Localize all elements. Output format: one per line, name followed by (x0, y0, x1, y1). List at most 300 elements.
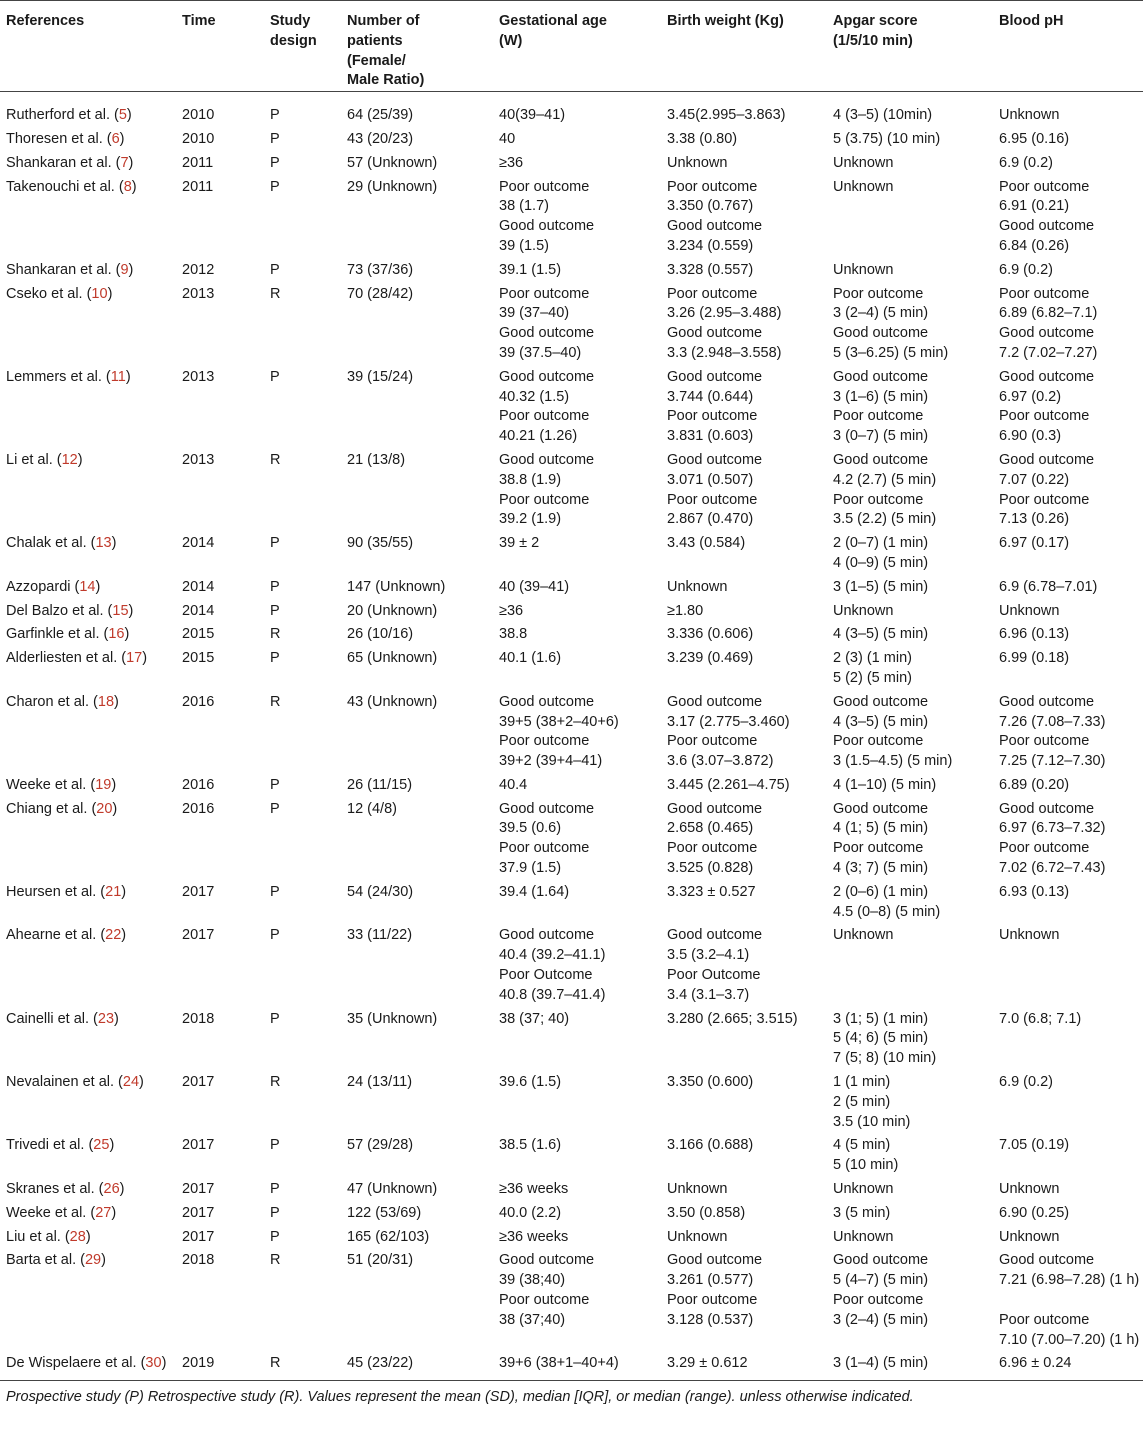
citation-link[interactable]: 21 (105, 883, 122, 900)
cell-line: Good outcome (833, 800, 929, 817)
column-header-gestational-age (493, 1, 661, 92)
cell-apgar-score (827, 1136, 993, 1180)
citation-link[interactable]: 5 (118, 107, 127, 124)
cell-blood-ph (993, 534, 1143, 578)
cell-blood-ph (993, 1228, 1143, 1252)
cell-line: 3 (2–4) (5 min) (833, 1311, 929, 1328)
cell-line: 7.05 (0.19) (999, 1137, 1070, 1154)
cell-gestational-age (493, 776, 661, 800)
cell-line: 39 (38;40) (499, 1272, 566, 1289)
cell-line: 3 (1–5) (5 min) (833, 578, 929, 595)
cell-patients: 165 (62/103) (347, 1228, 430, 1245)
cell-line: 3 (1–6) (5 min) (833, 388, 929, 405)
column-header-time (176, 1, 264, 92)
cell-line: Good outcome (499, 1252, 595, 1269)
citation-link[interactable]: 14 (79, 578, 96, 595)
cell-reference (0, 1204, 176, 1228)
cell-line: Poor outcome (499, 408, 590, 425)
cell-apgar-score (827, 154, 993, 178)
header-line: Male Ratio) (347, 72, 425, 89)
cell-line: 6.9 (0.2) (999, 1074, 1053, 1091)
header-line: Time (182, 13, 216, 29)
cell-line: Unknown (667, 1181, 728, 1198)
cell-line: 3 (1–4) (5 min) (833, 1355, 929, 1372)
cell-gestational-age (493, 1204, 661, 1228)
table-row (0, 451, 1143, 534)
cell-birth-weight (661, 285, 827, 368)
cell-line: 3.280 (2.665; 3.515) (667, 1010, 798, 1027)
citation-link[interactable]: 9 (120, 261, 129, 278)
cell-apgar-score (827, 178, 993, 261)
cell-line: 3.323 ± 0.527 (667, 883, 756, 900)
citation-link[interactable]: 23 (97, 1010, 115, 1027)
cell-time: 2018 (182, 1252, 215, 1269)
cell-time: 2010 (182, 107, 215, 124)
cell-line: 5 (4–7) (5 min) (833, 1272, 929, 1289)
cell-blood-ph (993, 1180, 1143, 1204)
cell-birth-weight (661, 602, 827, 626)
cell-line: Unknown (833, 154, 894, 171)
table-header (0, 1, 1143, 92)
citation-link[interactable]: 28 (69, 1228, 86, 1245)
cell-line: 3.350 (0.767) (667, 198, 754, 215)
citation-close-paren: ) (111, 535, 117, 552)
cell-gestational-age (493, 178, 661, 261)
cell-line: 39 (37–40) (499, 305, 570, 322)
cell-line: 7.07 (0.22) (999, 471, 1070, 488)
citation-link[interactable]: 25 (93, 1137, 110, 1154)
cell-line: Poor outcome (667, 840, 758, 857)
table-row (0, 776, 1143, 800)
table-row (0, 1228, 1143, 1252)
cell-line: 3 (5 min) (833, 1204, 891, 1221)
cell-blood-ph (993, 776, 1143, 800)
reference-author: Li et al. ( (6, 451, 62, 468)
cell-time: 2018 (182, 1010, 215, 1027)
cell-line: Poor outcome (999, 733, 1090, 750)
cell-gestational-age (493, 451, 661, 534)
cell-blood-ph (993, 800, 1143, 883)
citation-link[interactable]: 19 (95, 776, 112, 793)
table-row (0, 1354, 1143, 1380)
cell-apgar-score (827, 800, 993, 883)
cell-line: 6.97 (0.2) (999, 388, 1062, 405)
cell-line: 4.5 (0–8) (5 min) (833, 903, 941, 920)
cell-line: Unknown (999, 1228, 1060, 1245)
citation-close-paren: ) (131, 178, 137, 195)
citation-close-paren: ) (101, 1252, 106, 1269)
cell-line: Poor outcome (499, 1292, 590, 1309)
cell-line: Unknown (667, 578, 728, 595)
citation-close-paren: ) (114, 693, 119, 710)
cell-line: Good outcome (833, 693, 929, 710)
cell-line: 39+2 (39+4–41) (499, 753, 603, 770)
cell-line: 7.26 (7.08–7.33) (999, 713, 1106, 730)
cell-gestational-age (493, 926, 661, 1009)
cell-patients: 147 (Unknown) (347, 578, 446, 595)
cell-line: Good outcome (999, 800, 1095, 817)
citation-close-paren: ) (85, 1228, 91, 1245)
cell-patients: 54 (24/30) (347, 883, 414, 900)
cell-line: Unknown (833, 602, 894, 619)
cell-gestational-age (493, 154, 661, 178)
cell-apgar-score (827, 1180, 993, 1204)
table-row (0, 800, 1143, 883)
cell-time: 2017 (182, 883, 215, 900)
cell-line: Unknown (999, 602, 1060, 619)
cell-study-design: P (270, 1010, 280, 1027)
citation-link[interactable]: 10 (91, 285, 108, 302)
cell-birth-weight (661, 625, 827, 649)
cell-line: 4 (3–5) (5 min) (833, 713, 929, 730)
header-line: patients (347, 32, 403, 49)
cell-line: Good outcome (499, 693, 595, 710)
cell-birth-weight (661, 800, 827, 883)
citation-close-paren: ) (128, 154, 134, 171)
cell-line: 40.4 (499, 776, 528, 793)
cell-line: 2 (0–7) (1 min) (833, 535, 929, 552)
cell-reference (0, 178, 176, 261)
cell-time: 2013 (182, 285, 215, 302)
citation-link[interactable]: 29 (84, 1252, 102, 1269)
cell-line: Poor Outcome (667, 967, 761, 984)
cell-reference (0, 261, 176, 285)
cell-line: Unknown (999, 107, 1060, 124)
cell-line: 40(39–41) (499, 107, 566, 124)
cell-reference (0, 534, 176, 578)
table-row (0, 1180, 1143, 1204)
cell-line: Poor Outcome (499, 967, 593, 984)
cell-line: 3.328 (0.557) (667, 261, 754, 278)
cell-reference (0, 693, 176, 776)
cell-study-design: R (270, 693, 281, 710)
cell-line: 40.21 (1.26) (499, 428, 578, 445)
cell-patients: 45 (23/22) (347, 1355, 414, 1372)
cell-reference (0, 800, 176, 883)
cell-line: Good outcome (999, 451, 1095, 468)
citation-link[interactable]: 12 (61, 451, 78, 468)
cell-gestational-age (493, 883, 661, 927)
cell-birth-weight (661, 1251, 827, 1354)
cell-line: Good outcome (833, 368, 929, 385)
cell-birth-weight (661, 578, 827, 602)
cell-birth-weight (661, 1204, 827, 1228)
cell-line: 40.8 (39.7–41.4) (499, 986, 606, 1003)
citation-close-paren: ) (111, 1204, 117, 1221)
citation-close-paren: ) (125, 368, 131, 385)
citation-close-paren: ) (139, 1074, 144, 1091)
cell-line: 6.9 (0.2) (999, 154, 1053, 171)
header-line: Study (270, 13, 311, 29)
reference-author: Nevalainen et al. ( (6, 1074, 123, 1091)
citation-link[interactable]: 24 (122, 1074, 140, 1091)
cell-gestational-age (493, 1010, 661, 1073)
cell-line: Poor outcome (999, 285, 1090, 302)
reference-author: Charon et al. ( (6, 693, 98, 710)
cell-line: Unknown (833, 261, 894, 278)
cell-birth-weight (661, 693, 827, 776)
cell-line: Poor outcome (833, 408, 924, 425)
cell-line: 39.2 (1.9) (499, 511, 562, 528)
cell-line: Poor outcome (833, 491, 924, 508)
cell-line: 39 ± 2 (499, 535, 540, 552)
cell-birth-weight (661, 649, 827, 693)
citation-close-paren: ) (161, 1355, 167, 1372)
cell-reference (0, 1136, 176, 1180)
cell-line: 2 (3) (1 min) (833, 650, 912, 667)
reference-author: Weeke et al. ( (6, 1204, 96, 1221)
citation-link[interactable]: 30 (145, 1355, 162, 1372)
cell-line: ≥36 weeks (499, 1181, 569, 1198)
cell-line: Poor outcome (999, 408, 1090, 425)
header-line: Apgar score (833, 13, 918, 29)
cell-line: Good outcome (833, 451, 929, 468)
cell-time: 2013 (182, 368, 215, 385)
reference-author: Chiang et al. ( (6, 800, 97, 817)
cell-patients: 70 (28/42) (347, 285, 414, 302)
citation-link[interactable]: 13 (95, 535, 112, 552)
table-row (0, 285, 1143, 368)
cell-line: 5 (2) (5 min) (833, 669, 912, 686)
cell-line: 6.89 (6.82–7.1) (999, 305, 1098, 322)
cell-line: Poor outcome (667, 1292, 758, 1309)
cell-line: 39.6 (1.5) (499, 1074, 562, 1091)
cell-line: 7.0 (6.8; 7.1) (999, 1010, 1082, 1027)
cell-patients: 39 (15/24) (347, 368, 414, 385)
cell-reference (0, 1228, 176, 1252)
cell-line: 3 (1; 5) (1 min) (833, 1010, 929, 1027)
cell-birth-weight (661, 451, 827, 534)
cell-reference (0, 649, 176, 693)
cell-line: Good outcome (499, 325, 595, 342)
cell-line: 3.071 (0.507) (667, 471, 754, 488)
cell-line: 40.4 (39.2–41.1) (499, 947, 606, 964)
cell-blood-ph (993, 1354, 1143, 1380)
cell-study-design: P (270, 800, 280, 817)
cell-line: 3.5 (2.2) (5 min) (833, 511, 937, 528)
reference-author: Takenouchi et al. ( (6, 178, 124, 195)
cell-line: 38.8 (1.9) (499, 471, 562, 488)
cell-line: Good outcome (999, 325, 1095, 342)
cell-line: 6.97 (6.73–7.32) (999, 820, 1106, 837)
cell-time: 2014 (182, 602, 215, 619)
cell-time: 2017 (182, 1204, 215, 1221)
cell-line: 39 (37.5–40) (499, 344, 582, 361)
cell-apgar-score (827, 625, 993, 649)
citation-link[interactable]: 20 (96, 800, 113, 817)
cell-line: 3.261 (0.577) (667, 1272, 754, 1289)
cell-blood-ph (993, 1010, 1143, 1073)
cell-line: 2 (0–6) (1 min) (833, 883, 929, 900)
cell-birth-weight (661, 926, 827, 1009)
cell-reference (0, 1354, 176, 1380)
cell-line: 6.93 (0.13) (999, 883, 1070, 900)
cell-blood-ph (993, 178, 1143, 261)
cell-line: 3.6 (3.07–3.872) (667, 753, 774, 770)
cell-gestational-age (493, 1180, 661, 1204)
cell-patients: 12 (4/8) (347, 800, 397, 817)
cell-line: Poor outcome (999, 1311, 1090, 1328)
cell-line: 38 (37;40) (499, 1311, 566, 1328)
cell-line: 3.831 (0.603) (667, 428, 754, 445)
header-line: (1/5/10 min) (833, 32, 913, 49)
cell-line: 4 (0–9) (5 min) (833, 554, 929, 571)
cell-line: 7.10 (7.00–7.20) (1 h) (999, 1331, 1140, 1348)
cell-line: 3.350 (0.600) (667, 1074, 754, 1091)
citation-link[interactable]: 15 (112, 602, 129, 619)
cell-time: 2015 (182, 650, 215, 667)
cell-time: 2015 (182, 626, 215, 643)
cell-patients: 43 (Unknown) (347, 693, 438, 710)
citation-link[interactable]: 6 (111, 130, 120, 147)
column-header-apgar-score (827, 1, 993, 92)
cell-line: 7.13 (0.26) (999, 511, 1070, 528)
cell-line: 2.867 (0.470) (667, 511, 754, 528)
cell-reference (0, 130, 176, 154)
cell-line: 6.99 (0.18) (999, 650, 1070, 667)
cell-apgar-score (827, 1073, 993, 1136)
cell-line: Poor outcome (667, 733, 758, 750)
cell-blood-ph (993, 1073, 1143, 1136)
cell-line: 4 (1; 5) (5 min) (833, 820, 929, 837)
cell-time: 2011 (182, 178, 214, 195)
citation-link[interactable]: 17 (126, 650, 143, 667)
cell-line: Poor outcome (667, 178, 758, 195)
citation-close-paren: ) (126, 107, 132, 124)
cell-blood-ph (993, 451, 1143, 534)
cell-line: 2.658 (0.465) (667, 820, 754, 837)
cell-line: 6.89 (0.20) (999, 776, 1070, 793)
citation-link[interactable]: 22 (105, 927, 122, 944)
cell-line: 39+5 (38+2–40+6) (499, 713, 619, 730)
cell-time: 2017 (182, 1181, 215, 1198)
cell-line: 5 (4; 6) (5 min) (833, 1030, 929, 1047)
cell-line: Unknown (833, 178, 894, 195)
cell-line: 40.0 (2.2) (499, 1204, 562, 1221)
cell-line: Good outcome (667, 800, 763, 817)
citation-link[interactable]: 7 (120, 154, 129, 171)
cell-line: 40.32 (1.5) (499, 388, 570, 405)
cell-study-design: P (270, 107, 280, 124)
table-row (0, 883, 1143, 927)
cell-apgar-score (827, 602, 993, 626)
reference-author: Ahearne et al. ( (6, 927, 106, 944)
cell-birth-weight (661, 1180, 827, 1204)
cell-gestational-age (493, 368, 661, 451)
cell-line: 37.9 (1.5) (499, 860, 562, 877)
cell-line: Good outcome (667, 927, 763, 944)
cell-reference (0, 625, 176, 649)
cell-line: 38 (37; 40) (499, 1010, 570, 1027)
cell-line: Poor outcome (833, 1292, 924, 1309)
citation-link[interactable]: 11 (110, 368, 126, 385)
table-row (0, 926, 1143, 1009)
cell-line: 3.29 ± 0.612 (667, 1355, 748, 1372)
cell-line: Good outcome (499, 368, 595, 385)
cell-patients: 64 (25/39) (347, 107, 414, 124)
cell-birth-weight (661, 178, 827, 261)
cell-line: 2 (5 min) (833, 1093, 891, 1110)
cell-reference (0, 1073, 176, 1136)
cell-line: 6.90 (0.3) (999, 428, 1062, 445)
cell-line: 3.336 (0.606) (667, 626, 754, 643)
cell-line: 4 (3–5) (5 min) (833, 626, 929, 643)
cell-patients: 26 (11/15) (347, 776, 413, 793)
cell-study-design: P (270, 1181, 280, 1198)
cell-line: 3.5 (10 min) (833, 1113, 911, 1130)
table-row (0, 625, 1143, 649)
reference-author: Heursen et al. ( (6, 883, 106, 900)
cell-time: 2016 (182, 800, 215, 817)
cell-patients: 73 (37/36) (347, 261, 414, 278)
cell-line: 3.525 (0.828) (667, 860, 754, 877)
citation-close-paren: ) (128, 261, 134, 278)
reference-author: De Wispelaere et al. ( (6, 1355, 146, 1372)
table-row (0, 92, 1143, 130)
cell-line: 40 (499, 130, 516, 147)
citation-link[interactable]: 27 (95, 1204, 112, 1221)
table-row (0, 178, 1143, 261)
cell-line: 3.50 (0.858) (667, 1204, 746, 1221)
cell-apgar-score (827, 1251, 993, 1354)
cell-line: 3 (0–7) (5 min) (833, 428, 929, 445)
reference-author: Liu et al. ( (6, 1228, 70, 1245)
cell-patients: 29 (Unknown) (347, 178, 438, 195)
cell-reference (0, 451, 176, 534)
cell-time: 2014 (182, 535, 215, 552)
citation-close-paren: ) (95, 578, 101, 595)
cell-line: Unknown (999, 1181, 1060, 1198)
cell-line: 3.17 (2.775–3.460) (667, 713, 790, 730)
cell-birth-weight (661, 1010, 827, 1073)
reference-author: Barta et al. ( (6, 1252, 85, 1269)
cell-gestational-age (493, 800, 661, 883)
table-row (0, 1251, 1143, 1354)
cell-line: Good outcome (667, 693, 763, 710)
reference-author: Thoresen et al. ( (6, 130, 112, 147)
cell-line: Poor outcome (833, 285, 924, 302)
cell-apgar-score (827, 1228, 993, 1252)
cell-line: Unknown (667, 154, 728, 171)
cell-line: Unknown (833, 1181, 894, 1198)
citation-link[interactable]: 16 (108, 626, 125, 643)
reference-author: Cseko et al. ( (6, 285, 92, 302)
cell-reference (0, 926, 176, 1009)
cell-birth-weight (661, 1228, 827, 1252)
cell-blood-ph (993, 926, 1143, 1009)
citation-link[interactable]: 18 (97, 693, 115, 710)
cell-line: 3.3 (2.948–3.558) (667, 344, 782, 361)
cell-line: 6.96 (0.13) (999, 626, 1070, 643)
table-footnote: Prospective study (P) Retrospective study (R). Values represent the mean (SD), median [IQR], or median (range). unless otherwise indicated. (6, 1389, 914, 1406)
cell-line: 6.9 (0.2) (999, 261, 1053, 278)
cell-study-design: P (270, 883, 280, 900)
citation-link[interactable]: 8 (123, 178, 132, 195)
cell-line: 3.234 (0.559) (667, 237, 754, 254)
citation-link[interactable]: 26 (103, 1181, 120, 1198)
cell-line: Good outcome (499, 451, 595, 468)
cell-apgar-score (827, 578, 993, 602)
cell-apgar-score (827, 776, 993, 800)
cell-line: Good outcome (999, 1252, 1095, 1269)
cell-patients: 26 (10/16) (347, 626, 414, 643)
cell-patients: 24 (13/11) (347, 1074, 413, 1091)
table-row (0, 602, 1143, 626)
cell-birth-weight (661, 154, 827, 178)
cell-line: 3 (1.5–4.5) (5 min) (833, 753, 953, 770)
cell-line: ≥36 (499, 602, 524, 619)
reference-author: Garfinkle et al. ( (6, 626, 109, 643)
